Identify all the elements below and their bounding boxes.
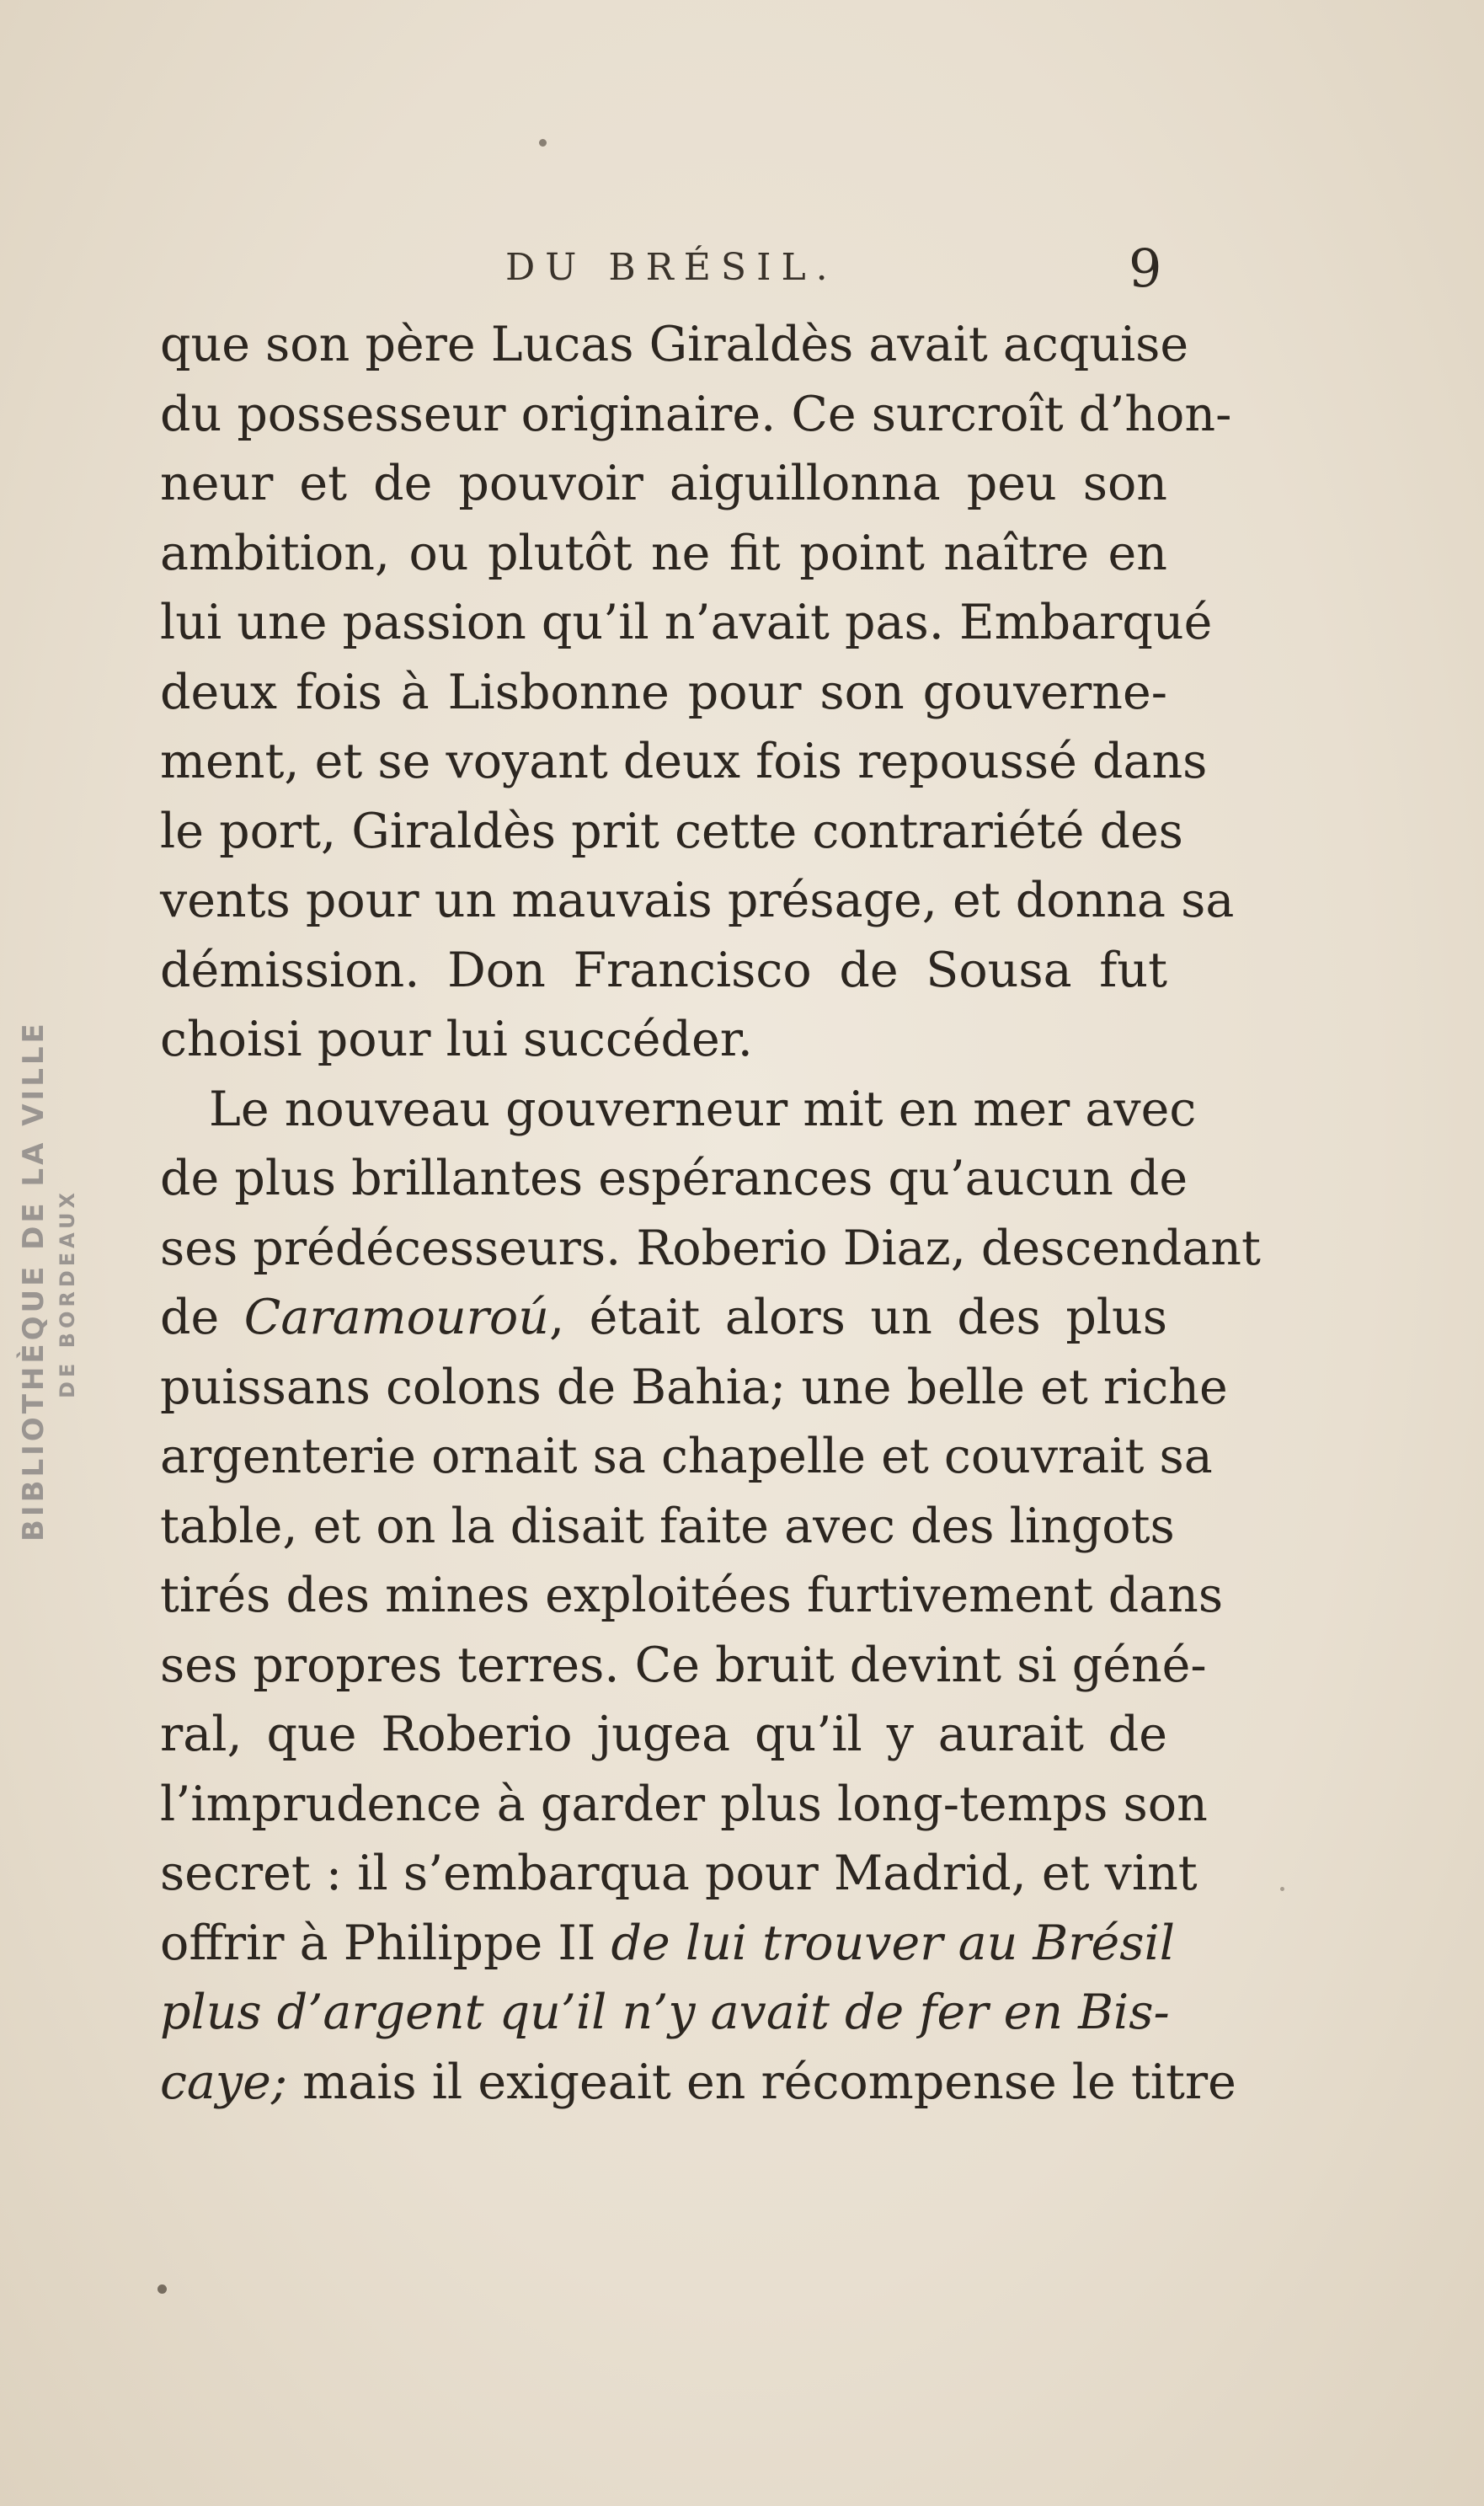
text-line: puissans colons de Bahia; une belle et riche [160,1359,1228,1415]
page-number: 9 [1129,238,1162,299]
text-line: ral, que Roberio jugea qu’il y aurait de [160,1707,1167,1762]
paper-speck [539,139,547,147]
italic-quote: de lui trouver au Brésil [611,1915,1175,1971]
text-line: secret : il s’embarqua pour Madrid, et vint [160,1846,1198,1901]
text-line: ses prédécesseurs. Roberio Diaz, descendant [160,1220,1261,1276]
stamp-sub-text: DE BORDEAUX [56,1189,79,1398]
text-line: tirés des mines exploitées furtivement dans [160,1568,1224,1623]
italic-name: Caramouroú [243,1290,549,1345]
text-line: neur et de pouvoir aiguillonna peu son [160,456,1167,511]
paper-speck [1280,1887,1284,1891]
text-line: ses propres terres. Ce bruit devint si géné- [160,1637,1207,1693]
text-line: ambition, ou plutôt ne fit point naître en [160,525,1167,581]
text-line: du possesseur originaire. Ce surcroît d’hon- [160,386,1232,442]
text-line: plus d’argent qu’il n’y avait de fer en Bis- [160,1985,1170,2040]
text-line: vents pour un mauvais présage, et donna sa [160,873,1235,928]
text-run: , était alors un des plus [548,1290,1167,1345]
text-line [160,2048,1236,2118]
text-line: choisi pour lui succéder. [160,1012,753,1067]
text-line: deux fois à Lisbonne pour son gouverne- [160,664,1167,720]
paper-speck [157,2284,167,2294]
text-line: que son père Lucas Giraldès avait acquise [160,317,1189,372]
stamp-main-text: BIBLIOTHÈQUE DE LA VILLE [17,1020,51,1542]
text-line [160,1909,1175,1979]
text-line: de plus brillantes espérances qu’aucun de [160,1151,1188,1206]
italic-quote: caye; [160,2054,288,2110]
text-line: table, et on la disait faite avec des lingots [160,1498,1175,1554]
text-run: offrir à Philippe II [160,1915,611,1971]
text-line: démission. Don Francisco de Sousa fut [160,942,1167,998]
text-line: l’imprudence à garder plus long-temps son [160,1776,1208,1832]
text-line: le port, Giraldès prit cette contrariété des [160,803,1183,859]
body-text [160,310,1261,2117]
text-line: argenterie ornait sa chapelle et couvrait sa [160,1429,1213,1484]
text-line: Le nouveau gouverneur mit en mer avec [209,1081,1197,1137]
page-header [0,238,1484,305]
text-line [160,1283,1167,1353]
text-line: lui une passion qu’il n’avait pas. Embarqué [160,595,1213,650]
text-run: de [160,1290,244,1345]
text-run: mais il exigeait en récompense le titre [287,2054,1236,2110]
library-stamp [17,1020,79,1542]
text-line: ment, et se voyant deux fois repoussé dans [160,734,1208,789]
running-title: DU BRÉSIL. [505,246,838,289]
